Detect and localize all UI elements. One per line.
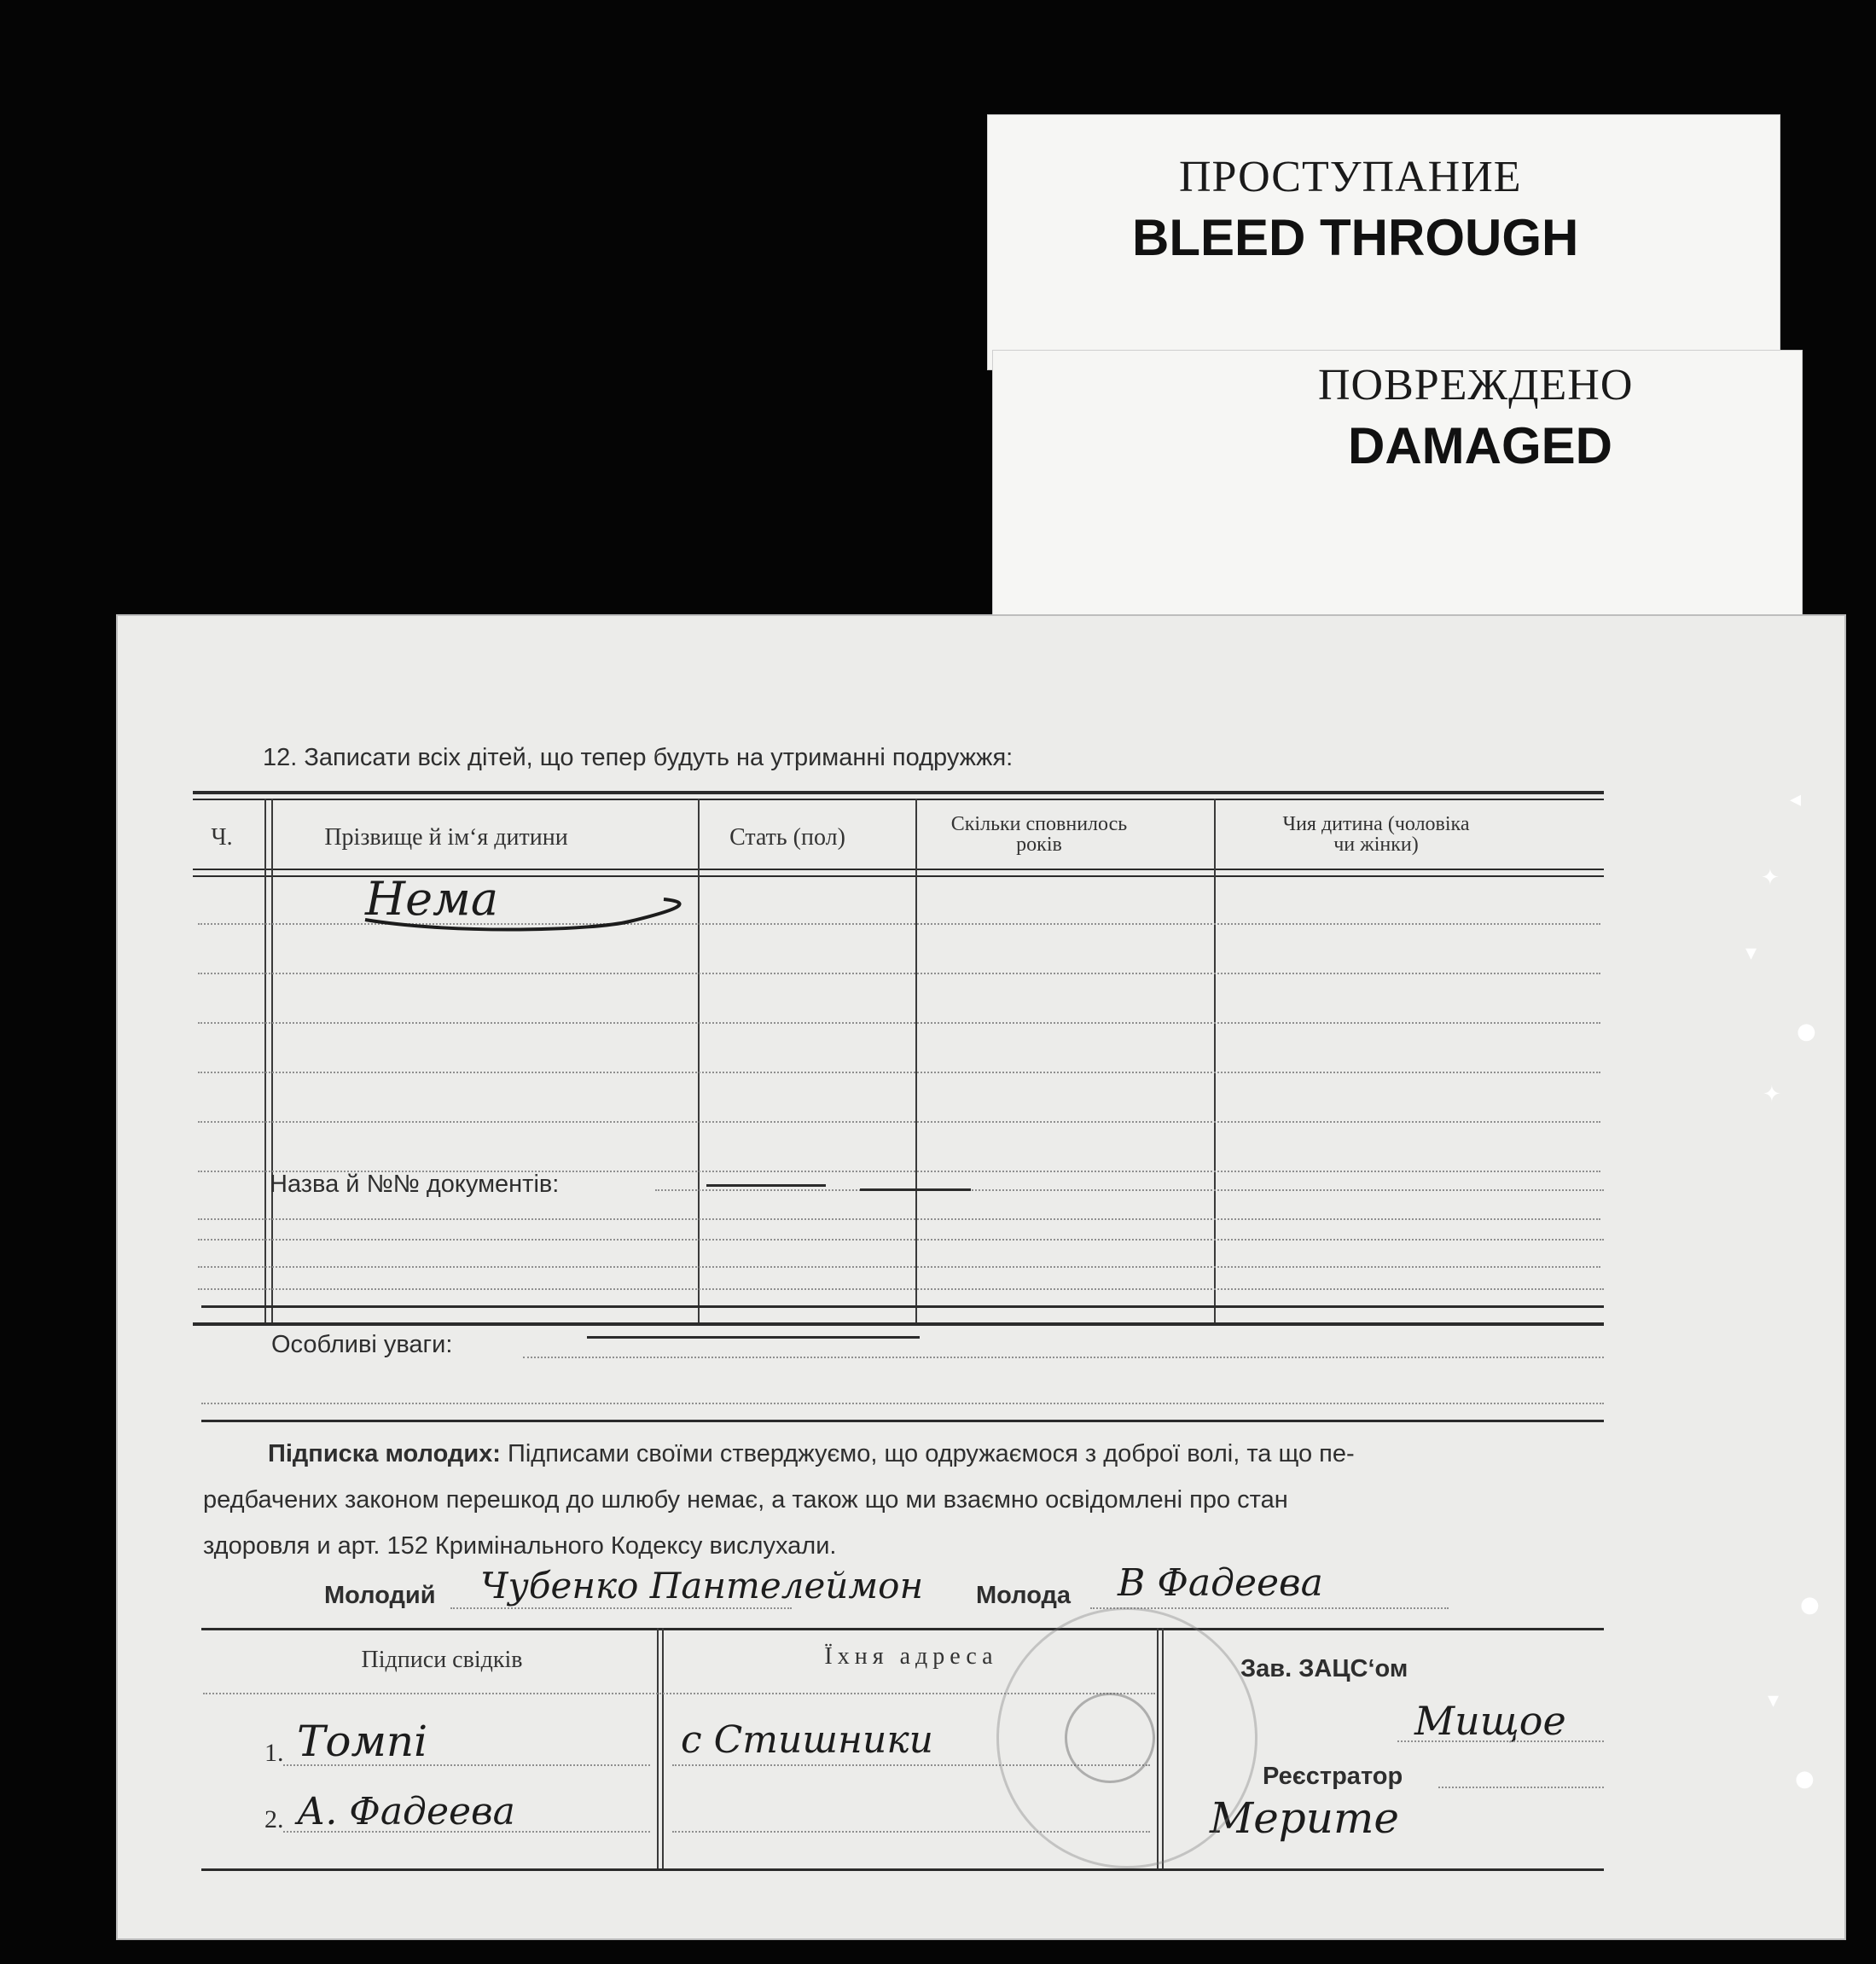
punch-hole: ●	[1795, 1766, 1815, 1792]
documents-line-3	[198, 1288, 1604, 1290]
document-sheet	[116, 614, 1846, 1940]
remarks-top-rule	[201, 1305, 1604, 1308]
witness-address-1: с Стишники	[681, 1718, 933, 1762]
col-sep-4	[1214, 799, 1216, 1326]
office-head-label: Зав. ЗАЦС‘ом	[1240, 1655, 1408, 1682]
bride-label: Молода	[976, 1582, 1072, 1609]
groom-line	[450, 1607, 792, 1609]
table-bottom-rule	[193, 1322, 1604, 1326]
registrar-line	[1438, 1787, 1604, 1788]
col-sep-1b	[271, 799, 273, 1326]
punch-hole: ●	[1797, 1019, 1816, 1044]
stamp-center-mark	[1065, 1693, 1155, 1783]
witness-top-rule	[201, 1628, 1604, 1630]
entry-underline-stroke	[357, 869, 741, 945]
col-sep-1	[264, 799, 266, 1326]
header-number: Ч.	[211, 824, 233, 851]
registrar-label: Реєстратор	[1263, 1763, 1403, 1790]
documents-dash-1	[706, 1184, 826, 1187]
damaged-en: DAMAGED	[1348, 417, 1612, 474]
row-line	[198, 1022, 1600, 1024]
remarks-line-2	[201, 1403, 1604, 1404]
header-age-1: Скільки сповнилось	[950, 813, 1128, 835]
row-line	[198, 1121, 1600, 1123]
statement-text-1: Підписами своїми стверджуємо, що одружаємося з доброї волі, та що пе-	[508, 1440, 1355, 1467]
documents-label: Назва й №№ документів:	[270, 1171, 560, 1198]
table-top-rule-2	[193, 799, 1604, 800]
groom-label: Молодий	[324, 1582, 436, 1609]
child-entry-handwritten: Нема	[365, 872, 499, 926]
punch-hole: ✦	[1761, 865, 1780, 891]
statement-heading: Підписка молодих:	[268, 1440, 501, 1467]
statement-line-1	[268, 1440, 1355, 1468]
witness-bottom-rule	[201, 1868, 1604, 1871]
witness-col-sep-1b	[662, 1628, 664, 1870]
office-head-line	[1397, 1740, 1604, 1742]
bleed-through-en: BLEED THROUGH	[1132, 209, 1579, 266]
documents-line	[655, 1189, 1604, 1191]
punch-hole: ▾	[1768, 1688, 1780, 1713]
punch-hole: ◂	[1790, 787, 1802, 812]
row-line	[198, 1072, 1600, 1073]
witness-1-signature: Томпі	[297, 1717, 428, 1766]
row-line	[198, 973, 1600, 974]
witness-header-address: Їхня адреса	[824, 1643, 998, 1670]
remarks-line	[523, 1357, 1604, 1358]
punch-hole: ✦	[1763, 1082, 1781, 1107]
remarks-label: Особливі уваги:	[271, 1331, 453, 1358]
header-whose-1: Чия дитина (чоловіка	[1282, 813, 1470, 835]
witness-1-line	[283, 1764, 650, 1766]
row-line	[198, 1266, 1600, 1268]
statement-line-2: редбачених законом перешкод до шлюбу немає, а також що ми взаємно освідомлені про стан	[203, 1486, 1288, 1514]
remarks-bottom-rule	[201, 1420, 1604, 1422]
section-12-title: 12. Записати всіх дітей, що тепер будуть на утриманні подружжя:	[263, 744, 1014, 771]
witness-2-line	[283, 1831, 650, 1833]
registrar-signature: Мерите	[1210, 1793, 1399, 1843]
bleed-through-card	[987, 114, 1780, 370]
punch-hole: ●	[1800, 1592, 1820, 1618]
remarks-dash	[587, 1336, 920, 1339]
witness-2-number: 2.	[264, 1805, 284, 1833]
statement-line-3: здоровля и арт. 152 Кримінального Кодексу вислухали.	[203, 1532, 837, 1560]
bleed-through-ru: ПРОСТУПАНИЕ	[1179, 153, 1522, 201]
witness-1-number: 1.	[264, 1739, 284, 1767]
table-top-rule	[193, 791, 1604, 794]
groom-signature: Чубенко Пантелеймон	[480, 1565, 924, 1607]
row-line	[198, 1218, 1600, 1220]
col-sep-3	[915, 799, 917, 1326]
header-whose-2: чи жінки)	[1333, 834, 1419, 856]
witness-header-signatures: Підписи свідків	[361, 1647, 523, 1673]
documents-dash-2	[860, 1188, 971, 1191]
bride-signature: В Фадеева	[1118, 1561, 1323, 1605]
damaged-card	[992, 350, 1803, 621]
header-sex: Стать (пол)	[729, 824, 845, 851]
office-head-signature: Мищое	[1414, 1698, 1566, 1744]
witness-col-sep-1	[657, 1628, 659, 1870]
documents-line-2	[198, 1239, 1604, 1241]
header-child-name: Прізвище й ім‘я дитини	[324, 824, 568, 851]
punch-hole: ▾	[1745, 940, 1757, 966]
damaged-ru: ПОВРЕЖДЕНО	[1318, 361, 1634, 410]
witness-2-signature: А. Фадеева	[297, 1790, 515, 1833]
header-age-2: років	[1016, 834, 1062, 856]
